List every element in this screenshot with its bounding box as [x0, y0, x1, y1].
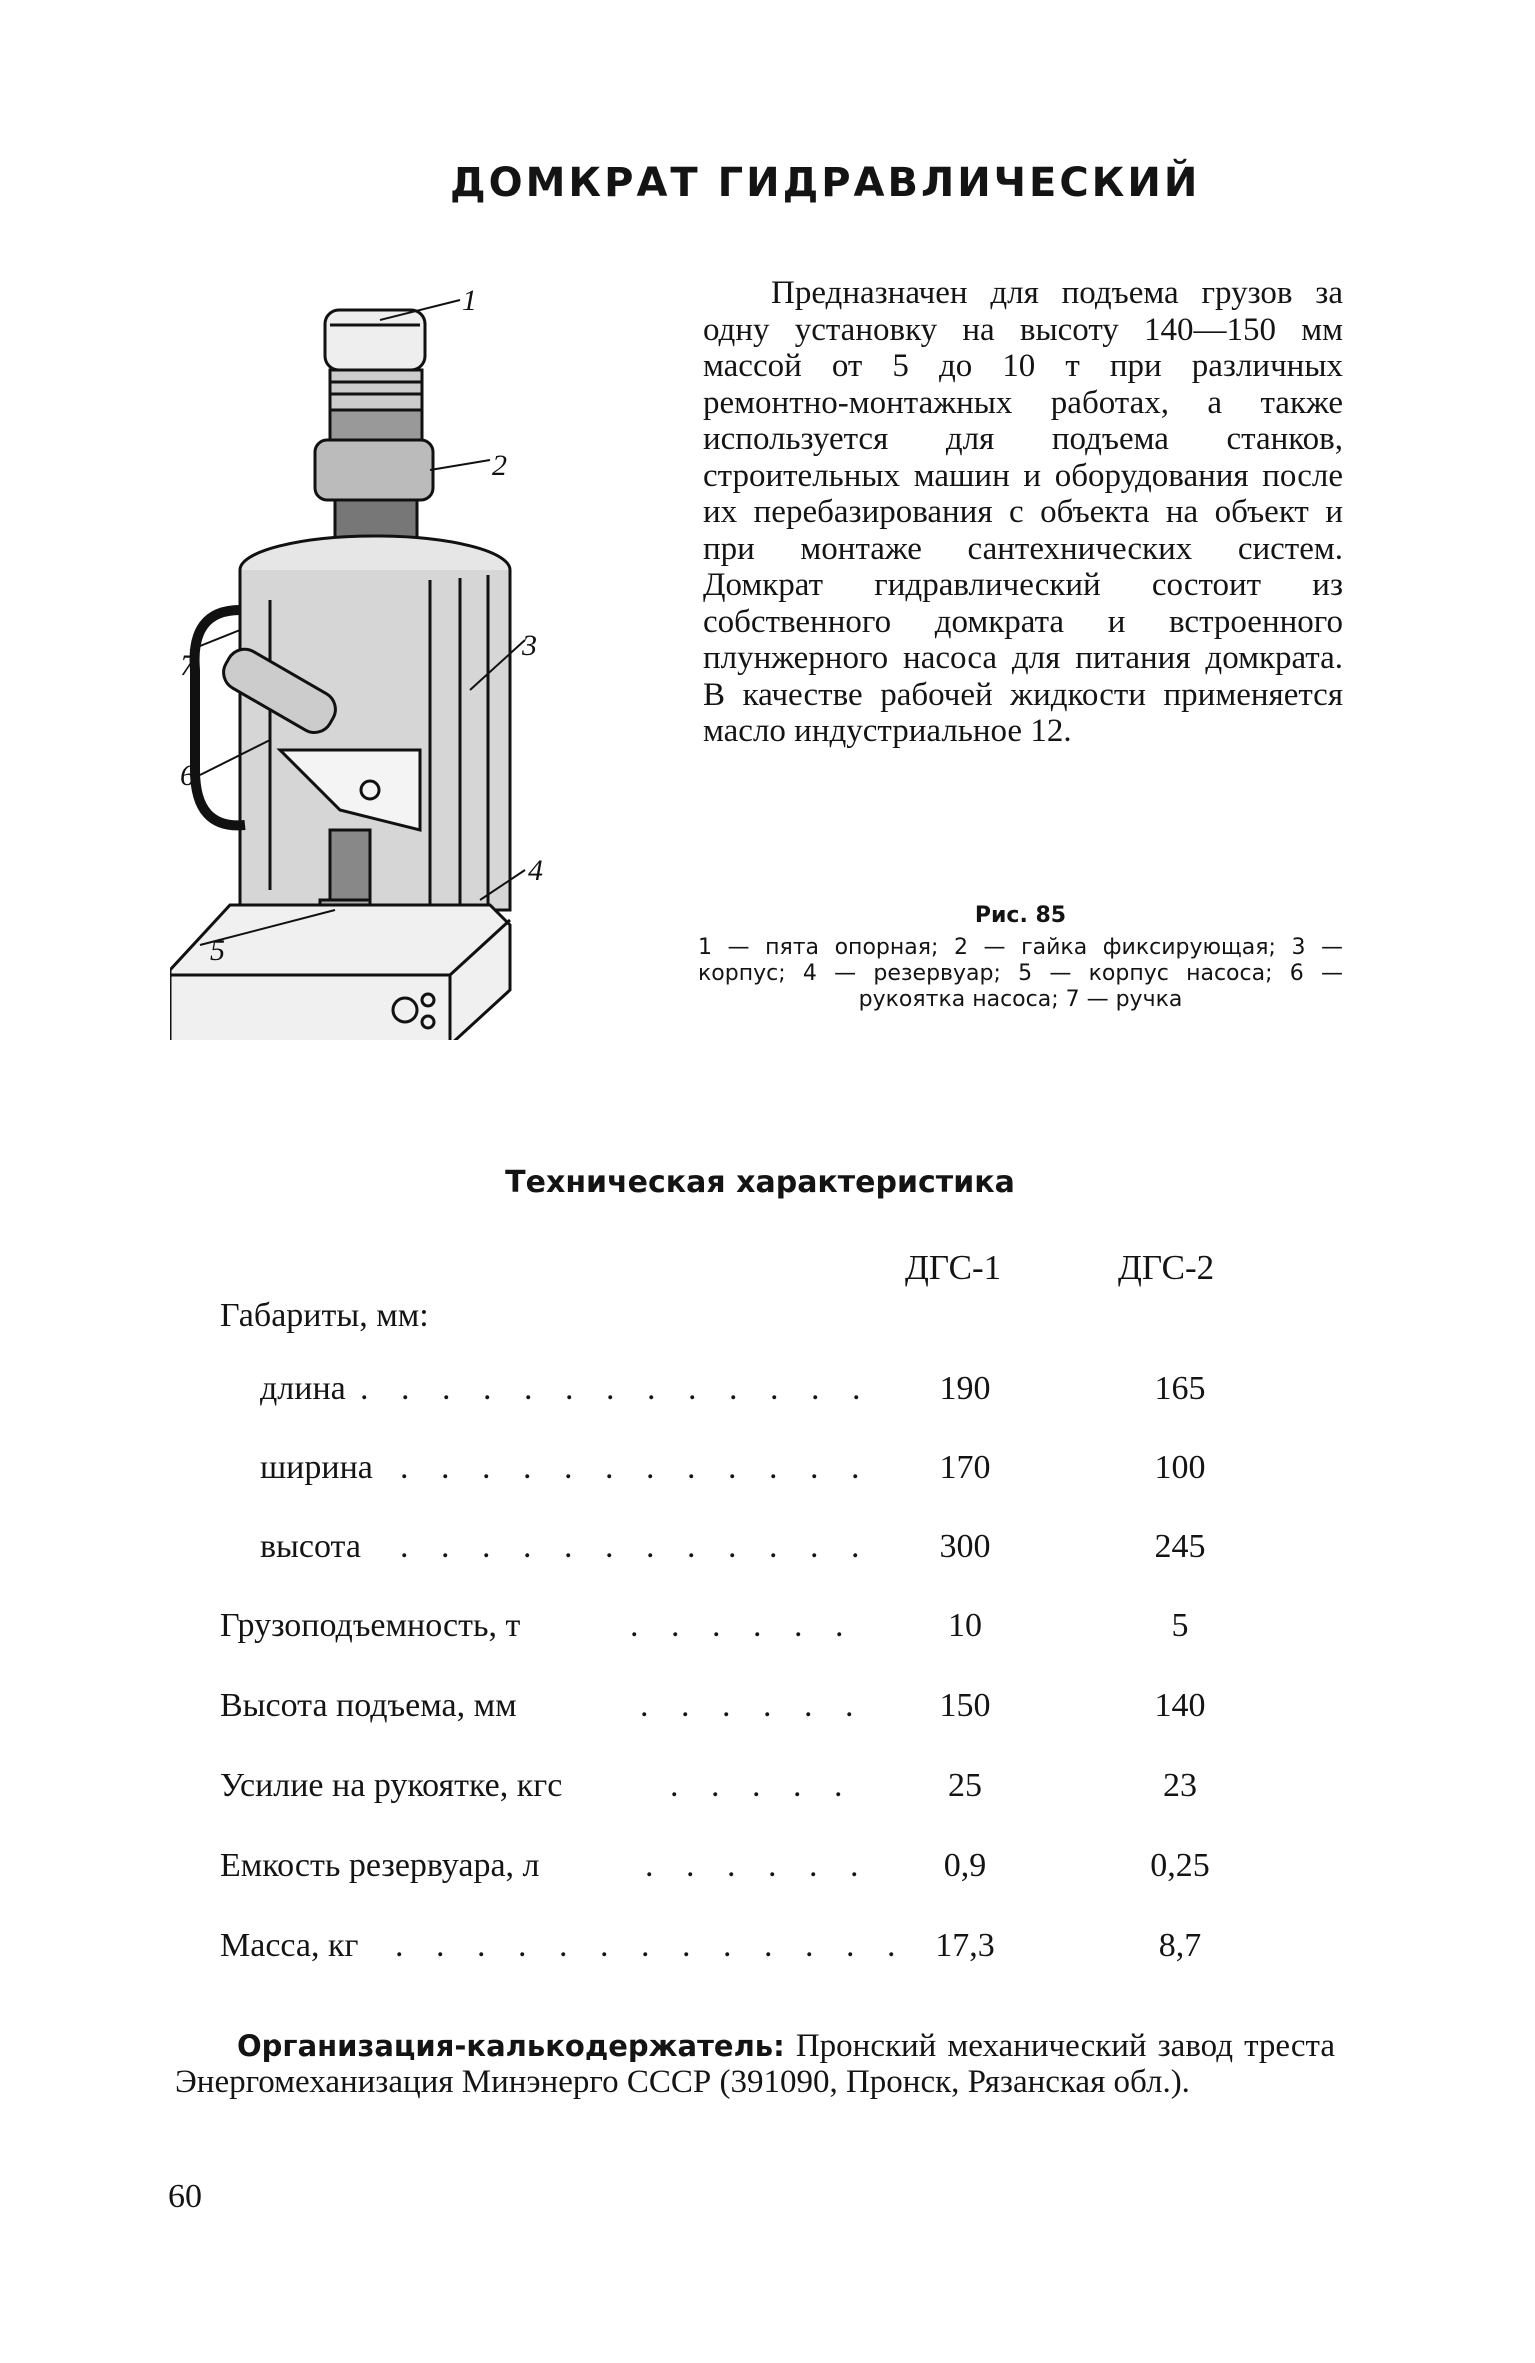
column-header-dgs2: ДГС-2	[1118, 1248, 1215, 1287]
support-heel-part	[325, 310, 425, 370]
pump-body-part	[330, 830, 370, 900]
housing-part	[240, 570, 510, 910]
callout-3: 3	[522, 629, 537, 662]
callout-4: 4	[528, 854, 543, 887]
leader-dots: . . . . . .	[645, 1847, 871, 1884]
page-number: 60	[168, 2178, 202, 2215]
spec-label: длина	[260, 1370, 346, 1407]
spec-label: Емкость резервуара, л	[220, 1847, 540, 1884]
leader-dots: . . . . . . . . . . . .	[400, 1528, 872, 1565]
spec-value-dgs2: 5	[1171, 1607, 1189, 1644]
spec-value-dgs2: 8,7	[1158, 1927, 1202, 1964]
spec-label: высота	[260, 1528, 361, 1565]
leader-dots: . . . . . . . . . . . . .	[395, 1927, 908, 1964]
figure-legend: 1 — пята опорная; 2 — гайка фиксирующая; 3 — корпус; 4 — резервуар; 5 — корпус насоса; 6 — рукоятка насоса; 7 — ручка	[698, 935, 1343, 1012]
column-header-dgs1: ДГС-1	[905, 1248, 1002, 1287]
leader-dots: . . . . . . . . . . . . .	[360, 1370, 873, 1407]
spec-value-dgs2: 165	[1154, 1370, 1206, 1407]
spec-value-dgs2: 245	[1154, 1528, 1206, 1565]
carry-handle-part	[195, 610, 245, 825]
leader-dots: . . . . . .	[630, 1607, 856, 1644]
spec-value-dgs2: 23	[1163, 1767, 1197, 1804]
leader-dots: . . . . .	[670, 1767, 855, 1804]
spec-label: Масса, кг	[220, 1927, 359, 1964]
hydraulic-jack-drawing	[170, 270, 570, 1040]
spec-value-dgs1: 170	[939, 1449, 991, 1486]
page-title: ДОМКРАТ ГИДРАВЛИЧЕСКИЙ	[450, 160, 1201, 206]
callout-7: 7	[180, 649, 195, 682]
spec-value-dgs1: 25	[948, 1767, 982, 1804]
figure-caption	[698, 903, 1343, 1013]
spec-row	[220, 1927, 1250, 1971]
spec-row	[220, 1370, 1250, 1414]
callout-5: 5	[210, 934, 225, 967]
description-text: Предназначен для подъема грузов за одну установку на высоту 140—150 мм массой от 5 до 10 т при различных ремонтно-монтажных работах, а также используется для подъема станков, строительных машин и оборудования после их перебазирования с объекта на объект и при монтаже сантехнических систем. Домкрат гидравлический состоит из собственного домкрата и встроенного плунжерного насоса для питания домкрата. В качестве рабочей жидкости применяется масло индустриальное 12.	[703, 275, 1343, 749]
callout-2: 2	[492, 449, 507, 482]
reservoir-part	[170, 905, 510, 1040]
organization-text: Пронский механический завод треста Энергомеханизация Минэнерго СССР (391090, Пронск, Рязанская обл.).	[175, 2028, 1336, 2100]
spec-label: Усилие на рукоятке, кгс	[220, 1767, 563, 1804]
spec-label: Высота подъема, мм	[220, 1687, 517, 1724]
spec-row	[220, 1449, 1250, 1493]
organization-label: Организация-калькодержатель:	[237, 2029, 785, 2063]
spec-value-dgs1: 17,3	[935, 1927, 995, 1964]
figure-number: Рис. 85	[974, 903, 1067, 928]
spec-value-dgs2: 100	[1154, 1449, 1206, 1486]
spec-row	[220, 1607, 1250, 1651]
fixing-nut-part	[315, 440, 433, 500]
leader-dots: . . . . . .	[640, 1687, 866, 1724]
organization-block	[175, 2028, 1335, 2100]
spec-row	[220, 1847, 1250, 1891]
spec-value-dgs2: 140	[1154, 1687, 1206, 1724]
callout-6: 6	[180, 759, 195, 792]
spec-value-dgs1: 300	[939, 1528, 991, 1565]
spec-value-dgs1: 190	[939, 1370, 991, 1407]
spec-value-dgs2: 0,25	[1150, 1847, 1210, 1884]
spec-label: Грузоподъемность, т	[220, 1607, 521, 1644]
leader-dots: . . . . . . . . . . . .	[400, 1449, 872, 1486]
spec-row	[220, 1687, 1250, 1731]
callout-1: 1	[462, 284, 477, 317]
spec-row	[220, 1767, 1250, 1811]
description-block	[703, 275, 1343, 750]
jack-illustration	[170, 270, 570, 1040]
dimensions-label: Габариты, мм:	[220, 1297, 429, 1334]
spec-value-dgs1: 10	[948, 1607, 982, 1644]
spec-label: ширина	[260, 1449, 373, 1486]
spec-value-dgs1: 0,9	[943, 1847, 987, 1884]
specs-heading: Техническая характеристика	[505, 1165, 1015, 1200]
spec-value-dgs1: 150	[939, 1687, 991, 1724]
spec-row	[220, 1528, 1250, 1572]
